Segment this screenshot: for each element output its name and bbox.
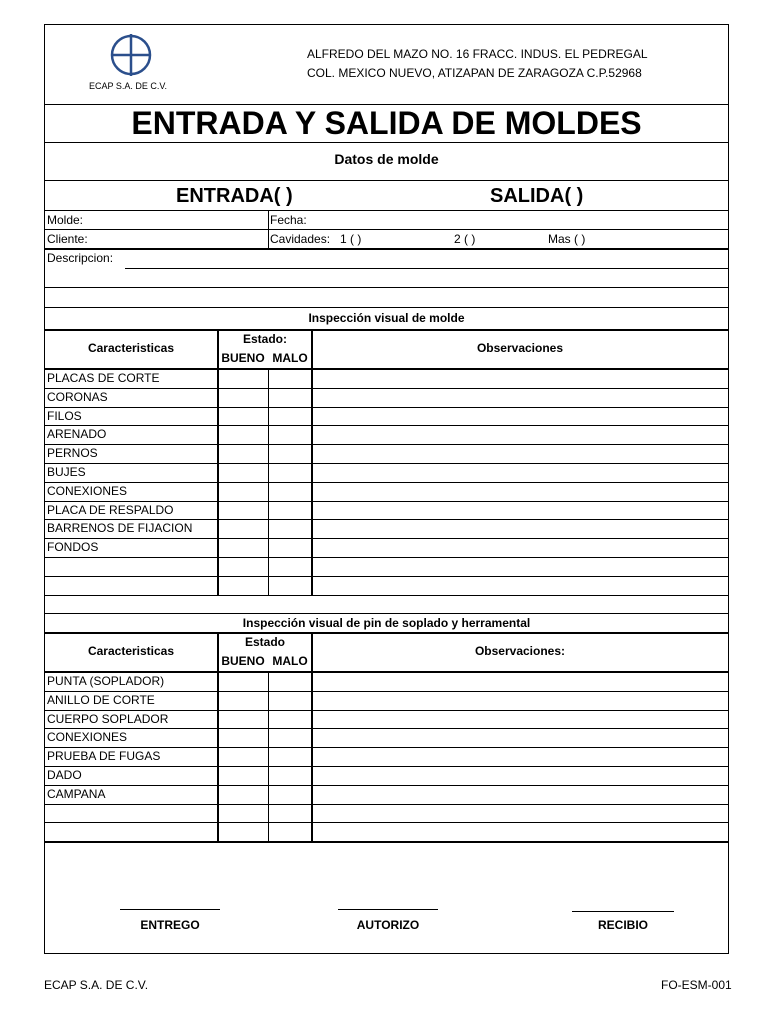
entrego-label: ENTREGO — [140, 918, 200, 932]
address-line-2: COL. MEXICO NUEVO, ATIZAPAN DE ZARAGOZA C.P.52968 — [307, 66, 642, 80]
table-row-label: PLACA DE RESPALDO — [47, 502, 174, 517]
table-cell-malo[interactable] — [269, 501, 311, 520]
table-cell-malo[interactable] — [269, 710, 311, 729]
cliente-label: Cliente: — [47, 232, 88, 246]
table-cell-bueno[interactable] — [218, 482, 268, 501]
table-row-label: CUERPO SOPLADOR — [47, 711, 169, 726]
entrego-signature-line[interactable] — [120, 909, 220, 910]
table-cell-observaciones[interactable] — [312, 710, 729, 729]
molde-col-caracteristicas: Caracteristicas — [87, 341, 175, 355]
table-cell-bueno[interactable] — [218, 710, 268, 729]
autorizo-signature-line[interactable] — [338, 909, 438, 910]
table-cell-bueno[interactable] — [218, 519, 268, 538]
table-cell-malo[interactable] — [269, 407, 311, 426]
table-row-label: PERNOS — [47, 446, 98, 461]
table-cell-bueno[interactable] — [218, 728, 268, 747]
table-cell-observaciones[interactable] — [312, 728, 729, 747]
table-cell-bueno[interactable] — [218, 822, 268, 841]
cavidades-mas-field[interactable]: Mas ( ) — [548, 232, 586, 246]
table-row-label: FONDOS — [47, 540, 99, 555]
table-cell-malo[interactable] — [269, 538, 311, 557]
table-cell-bueno[interactable] — [218, 425, 268, 444]
table-cell-observaciones[interactable] — [312, 672, 729, 691]
inspeccion-pin-heading: Inspección visual de pin de soplado y herramental — [242, 616, 531, 630]
table-cell-observaciones[interactable] — [312, 747, 729, 766]
cavidades-label: Cavidades: — [270, 232, 331, 246]
table-cell-observaciones[interactable] — [312, 482, 729, 501]
table-cell-observaciones[interactable] — [312, 519, 729, 538]
table-row-label: PRUEBA DE FUGAS — [47, 749, 161, 764]
section-datos-heading: Datos de molde — [334, 151, 439, 167]
table-cell-malo[interactable] — [269, 444, 311, 463]
table-row-label: ANILLO DE CORTE — [47, 692, 155, 707]
table-cell-bueno[interactable] — [218, 388, 268, 407]
table-cell-bueno[interactable] — [218, 501, 268, 520]
table-row-label: CONEXIONES — [47, 730, 128, 745]
pin-col-bueno: BUENO — [221, 654, 265, 668]
table-row-label: CORONAS — [47, 389, 108, 404]
table-cell-observaciones[interactable] — [312, 388, 729, 407]
fecha-label: Fecha: — [270, 213, 307, 227]
table-cell-bueno[interactable] — [218, 785, 268, 804]
table-row-label: PLACAS DE CORTE — [47, 371, 160, 385]
table-cell-malo[interactable] — [269, 822, 311, 841]
entrada-checkbox[interactable]: ENTRADA( ) — [176, 185, 293, 207]
table-cell-observaciones[interactable] — [312, 822, 729, 841]
table-row-label: BARRENOS DE FIJACION — [47, 521, 193, 536]
table-row-label: ARENADO — [47, 427, 107, 442]
table-cell-malo[interactable] — [269, 482, 311, 501]
molde-col-malo: MALO — [272, 351, 308, 365]
table-cell-observaciones[interactable] — [312, 766, 729, 785]
table-row-label: CONEXIONES — [47, 483, 128, 498]
page-title: ENTRADA Y SALIDA DE MOLDES — [131, 105, 642, 141]
table-cell-bueno[interactable] — [218, 576, 268, 595]
table-cell-observaciones[interactable] — [312, 576, 729, 595]
descripcion-label: Descripcion: — [47, 251, 114, 265]
address-line-1: ALFREDO DEL MAZO NO. 16 FRACC. INDUS. EL PEDREGAL — [307, 47, 648, 61]
table-row-label: CAMPANA — [47, 786, 106, 801]
table-row-label: DADO — [47, 768, 82, 782]
table-cell-malo[interactable] — [269, 388, 311, 407]
molde-col-bueno: BUENO — [221, 351, 265, 365]
pin-col-observaciones: Observaciones: — [474, 644, 566, 658]
table-cell-malo[interactable] — [269, 519, 311, 538]
table-cell-bueno[interactable] — [218, 804, 268, 823]
table-cell-bueno[interactable] — [218, 369, 268, 388]
table-cell-malo[interactable] — [269, 691, 311, 710]
table-cell-malo[interactable] — [269, 463, 311, 482]
table-cell-malo[interactable] — [269, 425, 311, 444]
cavidades-1-field[interactable]: 1 ( ) — [340, 232, 362, 246]
table-cell-malo[interactable] — [269, 557, 311, 576]
molde-col-observaciones: Observaciones — [476, 341, 564, 355]
table-cell-bueno[interactable] — [218, 444, 268, 463]
table-cell-malo[interactable] — [269, 804, 311, 823]
logo-text: ECAP S.A. DE C.V. — [89, 81, 168, 91]
table-cell-observaciones[interactable] — [312, 557, 729, 576]
table-cell-malo[interactable] — [269, 785, 311, 804]
form-frame — [44, 24, 729, 954]
table-cell-bueno[interactable] — [218, 463, 268, 482]
table-cell-observaciones[interactable] — [312, 691, 729, 710]
table-cell-bueno[interactable] — [218, 538, 268, 557]
table-cell-observaciones[interactable] — [312, 463, 729, 482]
table-cell-observaciones[interactable] — [312, 444, 729, 463]
recibio-label: RECIBIO — [597, 918, 648, 932]
table-cell-observaciones[interactable] — [312, 804, 729, 823]
table-cell-malo[interactable] — [269, 369, 311, 388]
table-cell-bueno[interactable] — [218, 766, 268, 785]
footer-form-code: FO-ESM-001 — [661, 978, 732, 992]
table-cell-bueno[interactable] — [218, 407, 268, 426]
table-cell-bueno[interactable] — [218, 691, 268, 710]
table-cell-observaciones[interactable] — [312, 501, 729, 520]
pin-col-estado: Estado — [244, 635, 285, 649]
table-row-label: PUNTA (SOPLADOR) — [47, 674, 165, 688]
table-cell-observaciones[interactable] — [312, 425, 729, 444]
table-cell-bueno[interactable] — [218, 672, 268, 691]
table-cell-malo[interactable] — [269, 672, 311, 691]
table-cell-malo[interactable] — [269, 728, 311, 747]
table-row-label: BUJES — [47, 465, 86, 479]
table-cell-observaciones[interactable] — [312, 785, 729, 804]
footer-company: ECAP S.A. DE C.V. — [44, 978, 149, 992]
table-row-label: FILOS — [47, 408, 82, 423]
recibio-signature-line[interactable] — [572, 911, 674, 912]
table-cell-observaciones[interactable] — [312, 407, 729, 426]
pin-col-caracteristicas: Caracteristicas — [87, 644, 175, 658]
table-cell-bueno[interactable] — [218, 557, 268, 576]
autorizo-label: AUTORIZO — [356, 918, 420, 932]
cavidades-2-field[interactable]: 2 ( ) — [454, 232, 476, 246]
table-cell-bueno[interactable] — [218, 747, 268, 766]
molde-col-estado: Estado: — [242, 332, 287, 346]
table-cell-malo[interactable] — [269, 576, 311, 595]
table-cell-observaciones[interactable] — [312, 538, 729, 557]
table-cell-observaciones[interactable] — [312, 369, 729, 388]
table-cell-malo[interactable] — [269, 766, 311, 785]
company-logo-icon — [110, 33, 152, 77]
salida-checkbox[interactable]: SALIDA( ) — [490, 185, 584, 207]
inspeccion-molde-heading: Inspección visual de molde — [308, 311, 465, 325]
molde-label: Molde: — [47, 213, 84, 227]
table-cell-malo[interactable] — [269, 747, 311, 766]
pin-col-malo: MALO — [272, 654, 308, 668]
